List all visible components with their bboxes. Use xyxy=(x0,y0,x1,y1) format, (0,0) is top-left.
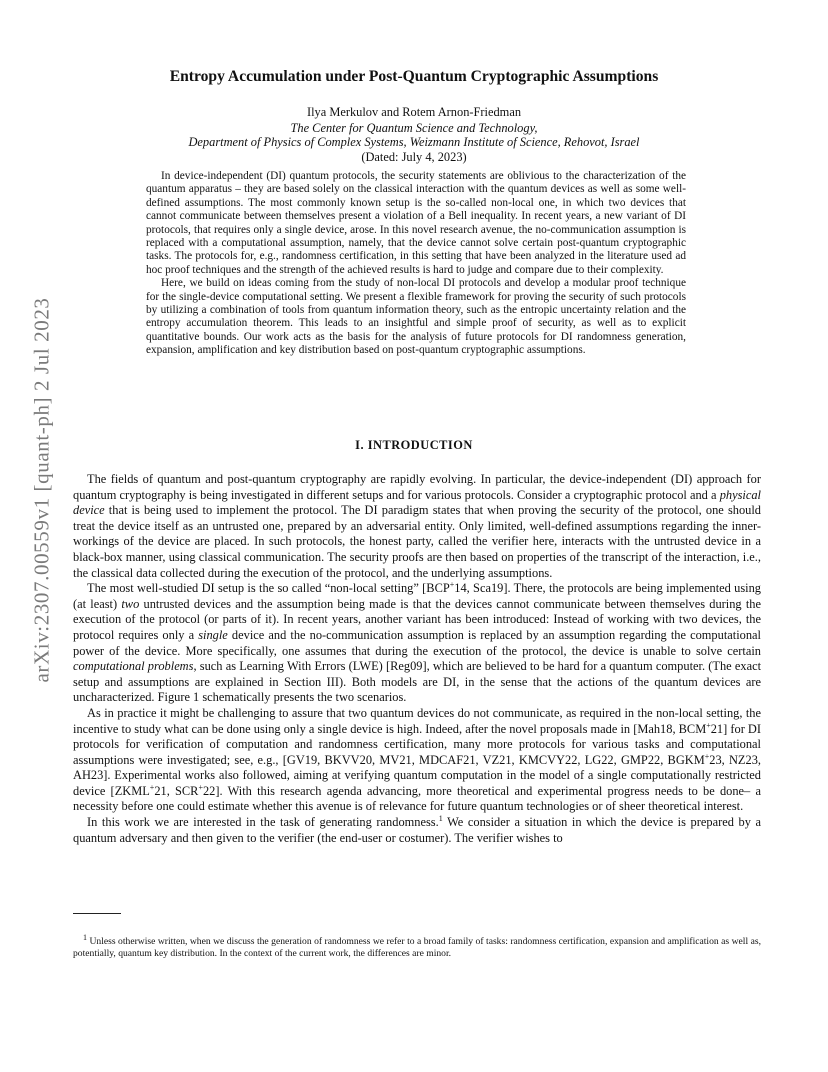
date-line: (Dated: July 4, 2023) xyxy=(361,150,467,164)
body-paragraph-3: As in practice it might be challenging to assure that two quantum devices do not communicate, as required in the non-local setting, the incentive to study what can be done using only a single device is high. Indeed, after the novel proposals made in [Mah18, BCM+21] for DI protocols for verification of computation and randomness certification, many more protocols for various tasks and computational assumptions were investigated; see, e.g., [GV19, BKVV20, MV21, MDCAF21, VZ21, KMCVY22, LG22, GMP22, BGKM+23, NZ23, AH23]. Experimental works also followed, aiming at verifying quantum computation in the model of a single computationally restricted device [ZKML+21, SCR+22]. With this research agenda advancing, more theoretical and experimental progress needs to be done– a necessity before one could estimate whether this avenue is of relevance for future quantum technologies or of sheer theoretical interest. xyxy=(73,705,762,814)
affiliation-line-2: Department of Physics of Complex Systems, Weizmann Institute of Science, Rehovot, Israel xyxy=(188,135,640,149)
body-paragraph-4: In this work we are interested in the task of generating randomness.$^1$ We consider a situation in which the device is prepared by a quantum adversary and then given to the verifier (the end-user or costumer). The verifier wishes to xyxy=(73,813,761,845)
footnote-marker: 1 xyxy=(438,813,443,823)
abstract-paragraph-2: Here, we build on ideas coming from the study of non-local DI protocols and develop a modular proof technique for the single-device computational setting. We present a flexible framework for proving the security of such protocols by utilizing a combination of tools from quantum information theory, such as the entropic uncertainty relation and the entropy accumulation theorem. This leads to an insightful and simple proof of security, as well as to explicit quantitative bounds. Our work acts as the basis for the analysis of future protocols for DI randomness generation, expansion, amplification and key distribution based on post-quantum cryptographic assumptions. xyxy=(146,277,686,357)
arxiv-identifier: arXiv:2307.00559v1 [quant-ph] 2 Jul 2023 xyxy=(29,297,54,683)
footnote-text: Unless otherwise written, when we discuss the generation of randomness we refer to a broad family of tasks: randomness certification, expansion and amplification as well as, potentially, quantum key distribution. In the context of the current work, the differences are minor. xyxy=(73,936,761,959)
affiliation-line-1: The Center for Quantum Science and Technology, xyxy=(290,121,538,135)
authors: Ilya Merkulov and Rotem Arnon-Friedman xyxy=(306,105,522,119)
footnote xyxy=(73,932,761,959)
arxiv-sidebar xyxy=(22,290,62,690)
section-heading: I. INTRODUCTION xyxy=(355,438,473,452)
footnote-rule xyxy=(73,913,121,914)
body-paragraph-2: The most well-studied DI setup is the so called “non-local setting” [BCP+14, Sca19]. There, the protocols are being implemented using (at least) two untrusted devices and the assumption being made is that the devices cannot communicate between themselves during the execution of the protocol (or parts of it). In recent years, another variant has been introduced: Instead of working with two devices, the protocol requires only a single device and the no-communication assumption is replaced by an assumption regarding the computational power of the device. More specifically, one assumes that during the execution of the protocol, the device is unable to solve certain computational problems, such as Learning With Errors (LWE) [Reg09], which are believed to be hard for a quantum computer. (The exact setup and assumptions are explained in Section III). Both models are DI, in the sense that the actions of the quantum devices are uncharacterized. Figure 1 schematically presents the two scenarios. xyxy=(73,580,762,705)
body-paragraph-1: The fields of quantum and post-quantum cryptography are rapidly evolving. In particular, the device-independent (DI) approach for quantum cryptography is being investigated in different setups and for various protocols. Consider a cryptographic protocol and a physical device that is being used to implement the protocol. The DI paradigm states that when proving the security of the protocol, one should treat the device itself as an untrusted one, prepared by an adversarial entity. Only limited, well-defined assumptions regarding the inner-workings of the device are placed. In such protocols, the honest party, called the verifier here, interacts with the untrusted device in a black-box manner, using classical communication. The security proofs are then based on properties of the transcript of the interaction, i.e., the classical data collected during the execution of the protocol, and the underlying assumptions. xyxy=(73,472,761,580)
footnote-number: 1 xyxy=(83,932,87,942)
paper-title: Entropy Accumulation under Post-Quantum Cryptographic Assumptions xyxy=(169,68,659,85)
abstract-paragraph-1: In device-independent (DI) quantum protocols, the security statements are oblivious to the characterization of the quantum apparatus – they are based solely on the classical interaction with the quantum devices as well as some well-defined assumptions. The most commonly known setup is the so-called non-local one, in which two devices that cannot communicate between themselves present a violation of a Bell inequality. In recent years, a new variant of DI protocols, that requires only a single device, arose. In this novel research avenue, the no-communication assumption is replaced with a computational assumption, namely, that the device cannot solve certain post-quantum cryptographic tasks. The protocols for, e.g., randomness certification, in this setting that have been analyzed in the literature used ad hoc proof techniques and the strength of the achieved results is hard to judge and compare due to their complexity. xyxy=(146,170,686,276)
abstract xyxy=(146,170,686,358)
body-text xyxy=(73,472,761,846)
